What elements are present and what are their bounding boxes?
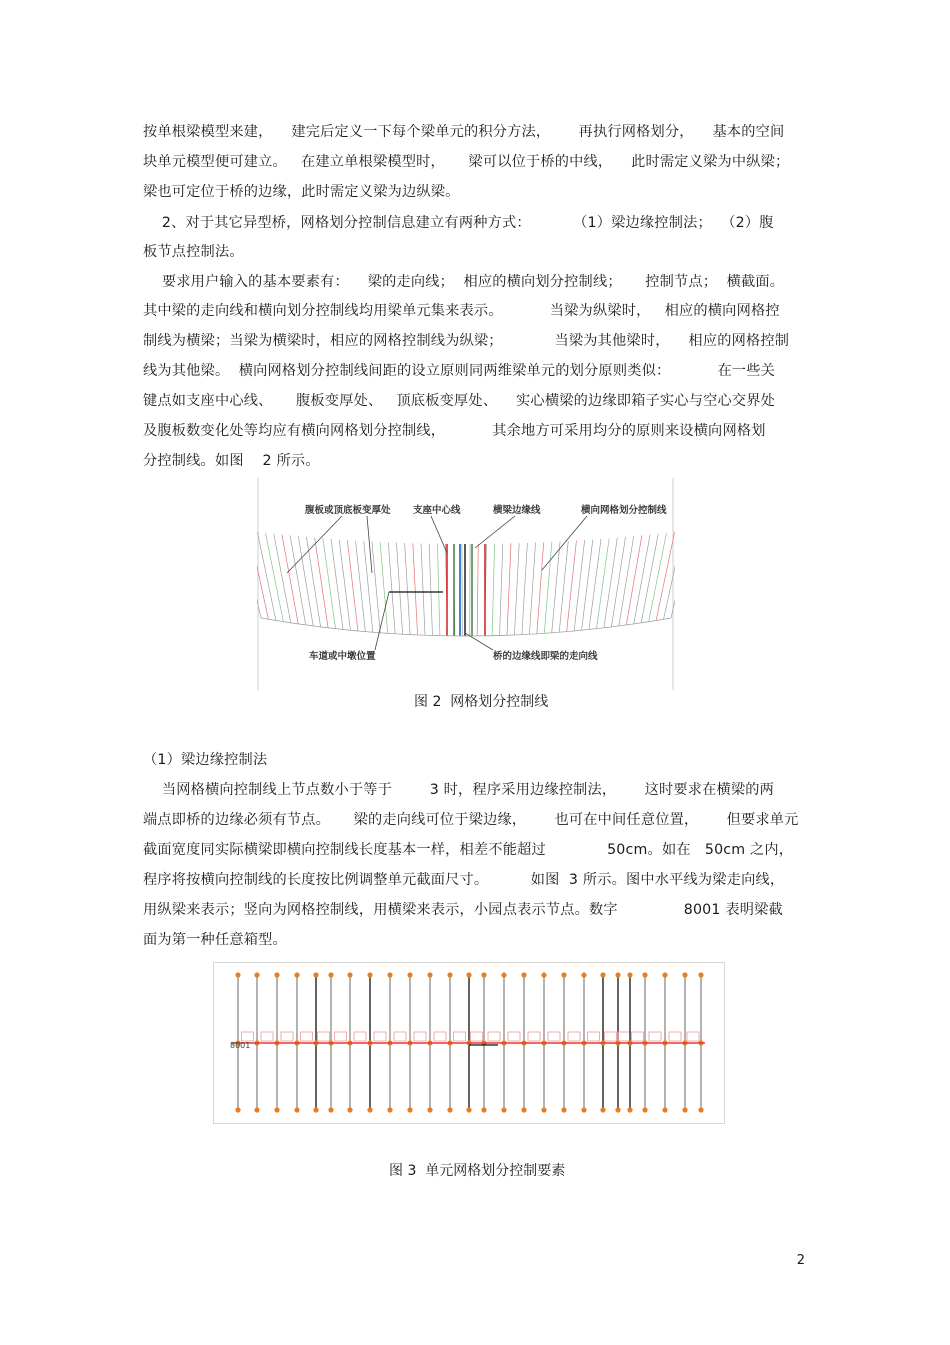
control-line — [596, 538, 609, 628]
paragraph-line: 用纵梁来表示；竖向为网格控制线，用横梁来表示，小园点表示节点。数字 8001 表明梁截 — [143, 902, 783, 918]
node-dot — [447, 972, 452, 977]
control-line — [266, 533, 284, 622]
element-label-mark — [508, 1032, 520, 1041]
control-line — [257, 532, 276, 621]
paragraph-line: 块单元模型便可建立。 在建立单根梁模型时， 梁可以位于桥的中线， 此时需定义梁为中纵梁； — [143, 154, 790, 170]
control-line — [507, 543, 511, 635]
figure-3-caption: 图 3 单元网格划分控制要素 — [389, 1163, 566, 1179]
control-line — [372, 542, 380, 633]
paragraph-line: 梁也可定位于桥的边缘，此时需定义梁为边纵梁。 — [143, 184, 460, 200]
paragraph-line: 线为其他梁。 横向网格划分控制线间距的设立原则同两维梁单元的划分原则类似： 在一些关 — [143, 363, 776, 379]
element-label-mark — [488, 1032, 500, 1041]
control-line — [282, 535, 298, 624]
label-web-thickness: 腹板或顶底板变厚处 — [305, 505, 391, 516]
node-dot — [254, 1107, 259, 1112]
node-dot — [581, 972, 586, 977]
node-dot — [662, 972, 667, 977]
node-dot — [642, 972, 647, 977]
control-line — [649, 533, 667, 622]
control-line — [559, 541, 568, 632]
element-label-mark — [618, 1032, 630, 1041]
node-dot — [407, 1107, 412, 1112]
control-line — [298, 536, 313, 626]
control-line — [492, 544, 495, 636]
control-line — [522, 543, 527, 635]
paragraph-line: 板节点控制法。 — [143, 244, 244, 260]
element-label-mark — [434, 1032, 446, 1041]
node-dot — [627, 1107, 632, 1112]
node-dot — [466, 972, 471, 977]
element-label-mark — [471, 1032, 483, 1041]
figure-2-drawing — [257, 478, 675, 690]
control-line — [421, 543, 425, 635]
element-label-mark — [242, 1032, 254, 1041]
element-label-mark — [687, 1032, 699, 1041]
control-line — [356, 541, 366, 632]
node-dot — [328, 1107, 333, 1112]
node-dot — [427, 1107, 432, 1112]
node-dot — [521, 972, 526, 977]
node-dot — [682, 1107, 687, 1112]
node-dot — [347, 972, 352, 977]
label-support-centerline: 支座中心线 — [413, 505, 461, 516]
label-crossbeam-edge: 横梁边缘线 — [493, 505, 541, 516]
control-line — [429, 544, 432, 636]
node-dot — [541, 1107, 546, 1112]
node-dot — [466, 1107, 471, 1112]
node-dot — [615, 972, 620, 977]
element-label-mark — [335, 1032, 347, 1041]
paragraph-line: 键点如支座中心线、 腹板变厚处、 顶底板变厚处、 实心横梁的边缘即箱子实心与空心交界处 — [143, 393, 776, 409]
element-label-mark — [605, 1032, 617, 1041]
figure-3-drawing — [213, 962, 725, 1124]
node-dot — [581, 1107, 586, 1112]
figure-2-caption: 图 2 网格划分控制线 — [414, 694, 549, 710]
node-dot — [407, 972, 412, 977]
node-dot — [235, 1107, 240, 1112]
control-line — [396, 543, 402, 635]
paragraph-line: 面为第一种任意箱型。 — [143, 932, 287, 948]
node-dot — [600, 1107, 605, 1112]
control-line — [537, 542, 544, 634]
node-dot — [561, 1107, 566, 1112]
element-label-mark — [354, 1032, 366, 1041]
control-line — [604, 538, 617, 628]
node-dot — [615, 1107, 620, 1112]
label-bridge-edge: 桥的边缘线即梁的走向线 — [493, 651, 598, 662]
control-line — [290, 535, 306, 625]
node-dot — [447, 1107, 452, 1112]
element-label-mark — [568, 1032, 580, 1041]
node-dot — [387, 972, 392, 977]
element-label-mark — [414, 1032, 426, 1041]
control-line — [552, 542, 560, 633]
node-dot — [481, 972, 486, 977]
element-label-mark — [632, 1032, 644, 1041]
control-line — [619, 536, 634, 626]
node-dot — [662, 1107, 667, 1112]
paragraph-line: 截面宽度同实际横梁即横向控制线长度基本一样，相差不能超过 50cm。如在 50cm 之内， — [143, 842, 794, 858]
control-line — [656, 532, 675, 621]
control-line — [323, 538, 336, 628]
paragraph-line: 当网格横向控制线上节点数小于等于 3 时，程序采用边缘控制法， 这时要求在横梁的两 — [143, 782, 775, 798]
node-dot — [627, 972, 632, 977]
node-dot — [328, 972, 333, 977]
node-dot — [501, 1107, 506, 1112]
control-line — [626, 535, 642, 625]
element-label-mark — [588, 1032, 600, 1041]
control-line — [413, 543, 418, 635]
paragraph-line: 端点即桥的边缘必须有节点。 梁的走向线可位于梁边缘， 也可在中间任意位置， 但要求单元 — [143, 812, 799, 828]
node-dot — [561, 972, 566, 977]
element-label-mark — [374, 1032, 386, 1041]
control-line — [274, 534, 291, 623]
section-heading: （1）梁边缘控制法 — [143, 752, 268, 768]
element-label-mark — [261, 1032, 273, 1041]
control-line — [514, 543, 519, 635]
node-dot — [367, 972, 372, 977]
control-line — [388, 542, 395, 634]
paragraph-line: 程序将按横向控制线的长度按比例调整单元截面尺寸。 如图 3 所示。图中水平线为梁走向线， — [143, 872, 785, 888]
control-line — [529, 543, 535, 635]
node-dot — [427, 972, 432, 977]
paragraph-line: 要求用户输入的基本要素有： 梁的走向线； 相应的横向划分控制线； 控制节点； 横截面。 — [143, 274, 785, 290]
label-lane-position: 车道或中墩位置 — [309, 651, 376, 662]
section-tag: 8001 — [230, 1041, 251, 1050]
node-dot — [541, 972, 546, 977]
element-label-mark — [454, 1032, 466, 1041]
element-label-mark — [318, 1032, 330, 1041]
node-dot — [521, 1107, 526, 1112]
control-line — [331, 539, 343, 630]
node-dot — [254, 972, 259, 977]
element-label-mark — [394, 1032, 406, 1041]
element-label-mark — [528, 1032, 540, 1041]
paragraph-line: 分控制线。如图 2 所示。 — [143, 453, 320, 469]
node-dot — [347, 1107, 352, 1112]
node-dot — [274, 972, 279, 977]
control-line — [477, 544, 478, 636]
element-label-mark — [649, 1032, 661, 1041]
figure-3 — [213, 962, 725, 1124]
node-dot — [313, 1107, 318, 1112]
figure-2 — [257, 478, 675, 690]
node-dot — [313, 972, 318, 977]
control-line — [567, 541, 577, 632]
control-line — [544, 542, 552, 633]
label-transverse-control: 横向网格划分控制线 — [581, 505, 667, 516]
node-dot — [501, 972, 506, 977]
element-label-mark — [548, 1032, 560, 1041]
element-label-mark — [301, 1032, 313, 1041]
node-dot — [481, 1107, 486, 1112]
node-dot — [367, 1107, 372, 1112]
paragraph-line: 其中梁的走向线和横向划分控制线均用梁单元集来表示。 当梁为纵梁时， 相应的横向网格控 — [143, 303, 780, 319]
control-line — [315, 538, 328, 628]
paragraph-line: 制线为横梁；当梁为横梁时，相应的网格控制线为纵梁； 当梁为其他梁时， 相应的网格控制 — [143, 333, 790, 349]
control-line — [405, 543, 410, 635]
page-number: 2 — [796, 1253, 805, 1268]
control-line — [380, 542, 388, 633]
control-line — [589, 539, 601, 630]
paragraph-line: 及腹板数变化处等均应有横向网格划分控制线， 其余地方可采用均分的原则来设横向网格划 — [143, 423, 766, 439]
control-line — [611, 537, 625, 627]
node-dot — [294, 1107, 299, 1112]
control-line — [634, 535, 650, 624]
node-dot — [698, 1107, 703, 1112]
node-dot — [387, 1107, 392, 1112]
control-line — [500, 544, 503, 636]
element-label-mark — [281, 1032, 293, 1041]
element-label-mark — [669, 1032, 681, 1041]
node-dot — [235, 972, 240, 977]
node-dot — [600, 972, 605, 977]
control-line — [364, 541, 373, 632]
node-dot — [698, 972, 703, 977]
node-dot — [642, 1107, 647, 1112]
paragraph-line: 2、对于其它异型桥，网格划分控制信息建立有两种方式： （1）梁边缘控制法； （2）腹 — [143, 215, 774, 231]
control-line — [641, 534, 658, 623]
node-dot — [294, 972, 299, 977]
node-dot — [274, 1107, 279, 1112]
control-line — [437, 544, 440, 636]
node-dot — [682, 972, 687, 977]
paragraph-line: 按单根梁模型来建， 建完后定义一下每个梁单元的积分方法， 再执行网格划分， 基本的空间 — [143, 124, 785, 140]
